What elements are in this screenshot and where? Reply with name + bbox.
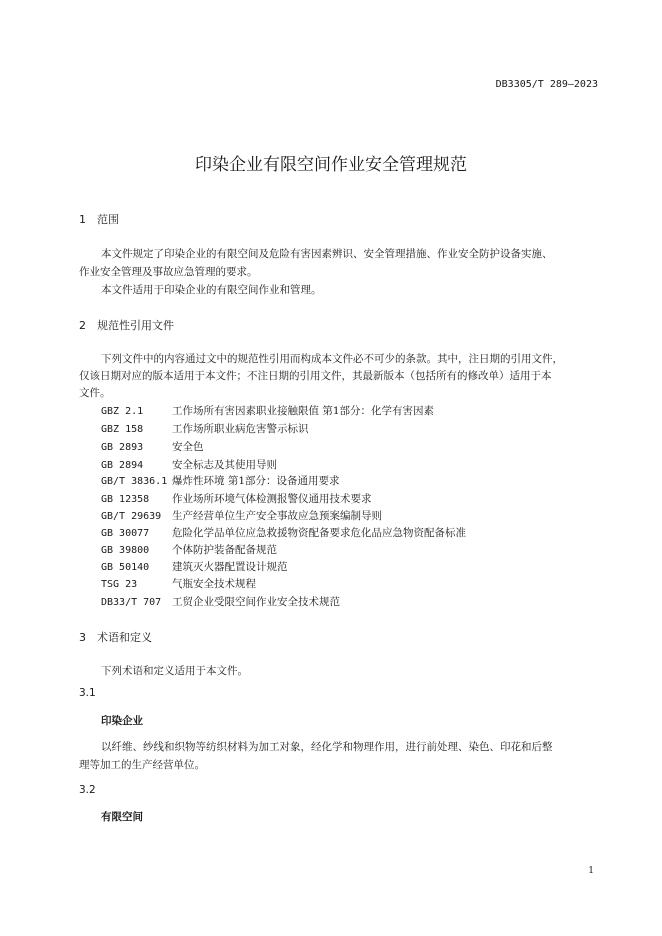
reference-row [101,438,204,457]
reference-row [101,593,340,612]
reference-title: 危险化学品单位应急救援物资配备要求危化品应急物资配备标准 [172,527,466,539]
document-number: DB3305/T 289—2023 [495,79,598,90]
section-1-para-1-line-2: 作业安全管理及事故应急管理的要求。 [79,266,258,278]
section-2-heading [79,317,174,333]
reference-row [101,472,340,491]
reference-title: 工作场所职业病危害警示标识 [172,423,309,435]
term-definition-line-1: 以纤维、纱线和织物等纺织材料为加工对象，经化学和物理作用，进行前处理、染色、印花和后整 [101,741,553,753]
section-number: 2 [79,319,86,332]
reference-row [101,575,256,594]
section-title: 范围 [97,213,119,226]
term-name: 印染企业 [101,715,143,727]
section-1-heading [79,211,119,227]
reference-code: TSG 23 [101,579,138,590]
reference-title: 气瓶安全技术规程 [172,578,256,590]
section-number: 3 [79,631,86,644]
term-number: 3.2 [79,784,96,796]
reference-code: GB 30077 [101,528,150,539]
reference-title: 安全标志及其使用导则 [172,459,277,471]
reference-code: GB 2894 [101,460,144,471]
section-number: 1 [79,213,86,226]
section-3-heading [79,629,152,645]
reference-title: 工贸企业受限空间作业安全技术规范 [172,596,340,608]
page-number: 1 [588,866,594,876]
reference-title: 建筑灭火器配置设计规范 [172,561,288,573]
reference-title: 工作场所有害因素职业接触限值 第1部分：化学有害因素 [172,405,435,417]
section-title: 规范性引用文件 [97,319,174,332]
section-2-intro-line-1: 下列文件中的内容通过文中的规范性引用而构成本文件必不可少的条款。其中，注日期的引用文件， [101,353,563,365]
section-1-para-2: 本文件适用于印染企业的有限空间作业和管理。 [101,284,322,296]
reference-code: GBZ 2.1 [101,406,144,417]
reference-title: 个体防护装备配备规范 [172,544,277,556]
reference-code: GB 50140 [101,562,150,573]
page-title: 印染企业有限空间作业安全管理规范 [195,155,467,175]
reference-title: 作业场所环境气体检测报警仪通用技术要求 [172,493,372,505]
reference-code: GBZ 158 [101,424,144,435]
term-name: 有限空间 [101,811,143,823]
reference-code: DB33/T 707 [101,597,162,608]
section-1-para-1-line-1: 本文件规定了印染企业的有限空间及危险有害因素辨识、安全管理措施、作业安全防护设备实施、 [101,248,553,260]
section-2-intro-line-2: 仅该日期对应的版本适用于本文件；不注日期的引用文件，其最新版本（包括所有的修改单）适用于本 [79,370,552,382]
term-definition-line-2: 理等加工的生产经营单位。 [79,759,205,771]
reference-code: GB 39800 [101,545,150,556]
reference-title: 安全色 [172,441,204,453]
section-3-intro: 下列术语和定义适用于本文件。 [101,665,248,677]
reference-code: GB/T 29639 [101,511,162,522]
reference-row [101,420,309,439]
term-number: 3.1 [79,687,96,699]
reference-title: 生产经营单位生产安全事故应急预案编制导则 [172,510,382,522]
reference-title: 爆炸性环境 第1部分：设备通用要求 [172,475,340,487]
section-2-intro-line-3: 文件。 [79,387,111,399]
reference-code: GB 2893 [101,442,144,453]
reference-row [101,402,434,421]
reference-code: GB/T 3836.1 [101,476,168,487]
reference-code: GB 12358 [101,494,150,505]
section-title: 术语和定义 [97,631,152,644]
